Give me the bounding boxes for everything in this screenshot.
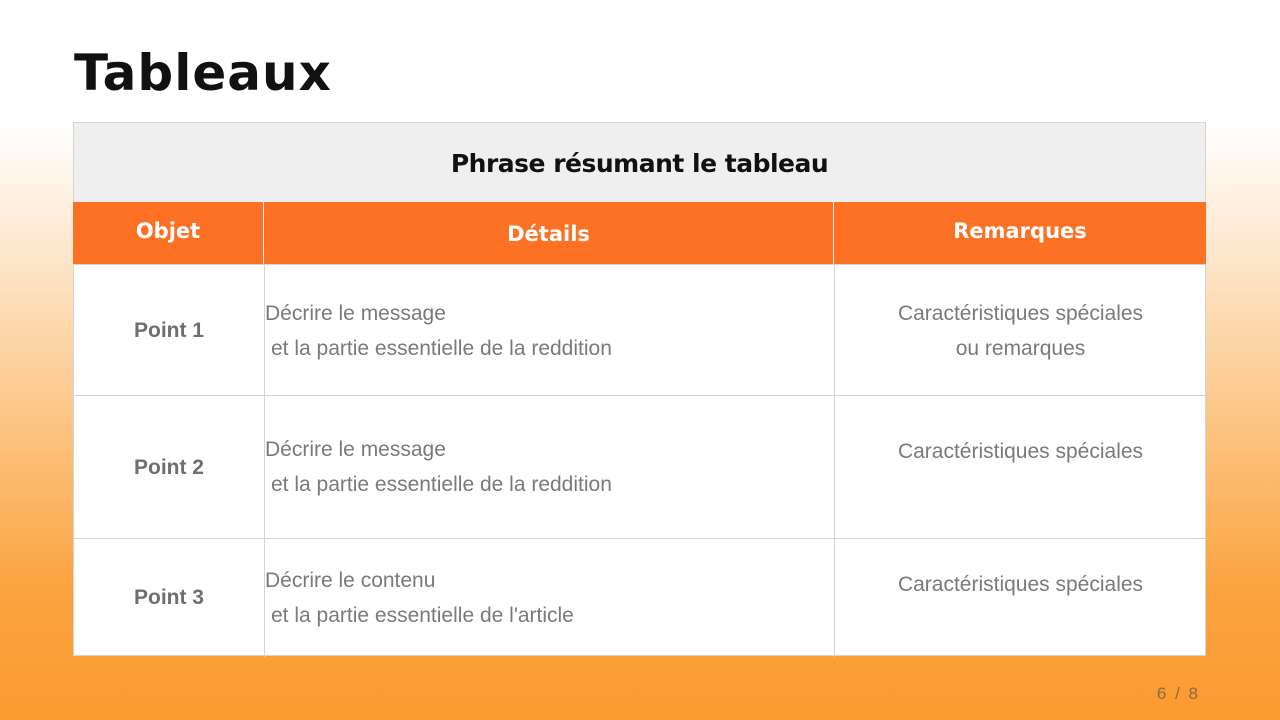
remarks-line: Caractéristiques spéciales bbox=[897, 302, 1144, 325]
header-details: Détails bbox=[263, 202, 833, 264]
table-caption: Phrase résumant le tableau bbox=[74, 123, 1205, 203]
remarks-line: ou remarques bbox=[955, 337, 1086, 360]
row-details-cell bbox=[264, 539, 834, 657]
details-line: et la partie essentielle de l'article bbox=[271, 604, 574, 627]
row-details-cell bbox=[264, 396, 834, 539]
row-remarks-cell bbox=[834, 396, 1206, 539]
table-row bbox=[74, 395, 1205, 539]
remarks-line: Caractéristiques spéciales bbox=[897, 440, 1144, 463]
row-item-label: Point 1 bbox=[133, 318, 204, 342]
table-row bbox=[74, 538, 1205, 657]
row-remarks-cell bbox=[834, 539, 1206, 657]
page-number: 6 / 8 bbox=[1156, 684, 1200, 703]
row-remarks-cell bbox=[834, 265, 1206, 396]
header-remarques: Remarques bbox=[833, 202, 1206, 264]
details-line: Décrire le contenu bbox=[265, 569, 436, 592]
table-row bbox=[74, 264, 1205, 396]
details-line: Décrire le message bbox=[265, 302, 446, 325]
remarks-line: Caractéristiques spéciales bbox=[897, 573, 1144, 596]
details-line: et la partie essentielle de la reddition bbox=[271, 473, 612, 496]
row-details-cell bbox=[264, 265, 834, 396]
slide-title: Tableaux bbox=[74, 44, 332, 102]
header-objet: Objet bbox=[135, 219, 201, 243]
summary-table bbox=[73, 122, 1206, 656]
table-header-row bbox=[73, 202, 1206, 264]
details-line: Décrire le message bbox=[265, 438, 446, 461]
row-item-label: Point 3 bbox=[133, 586, 204, 609]
row-item-label: Point 2 bbox=[133, 455, 204, 479]
details-line: et la partie essentielle de la reddition bbox=[271, 337, 612, 360]
